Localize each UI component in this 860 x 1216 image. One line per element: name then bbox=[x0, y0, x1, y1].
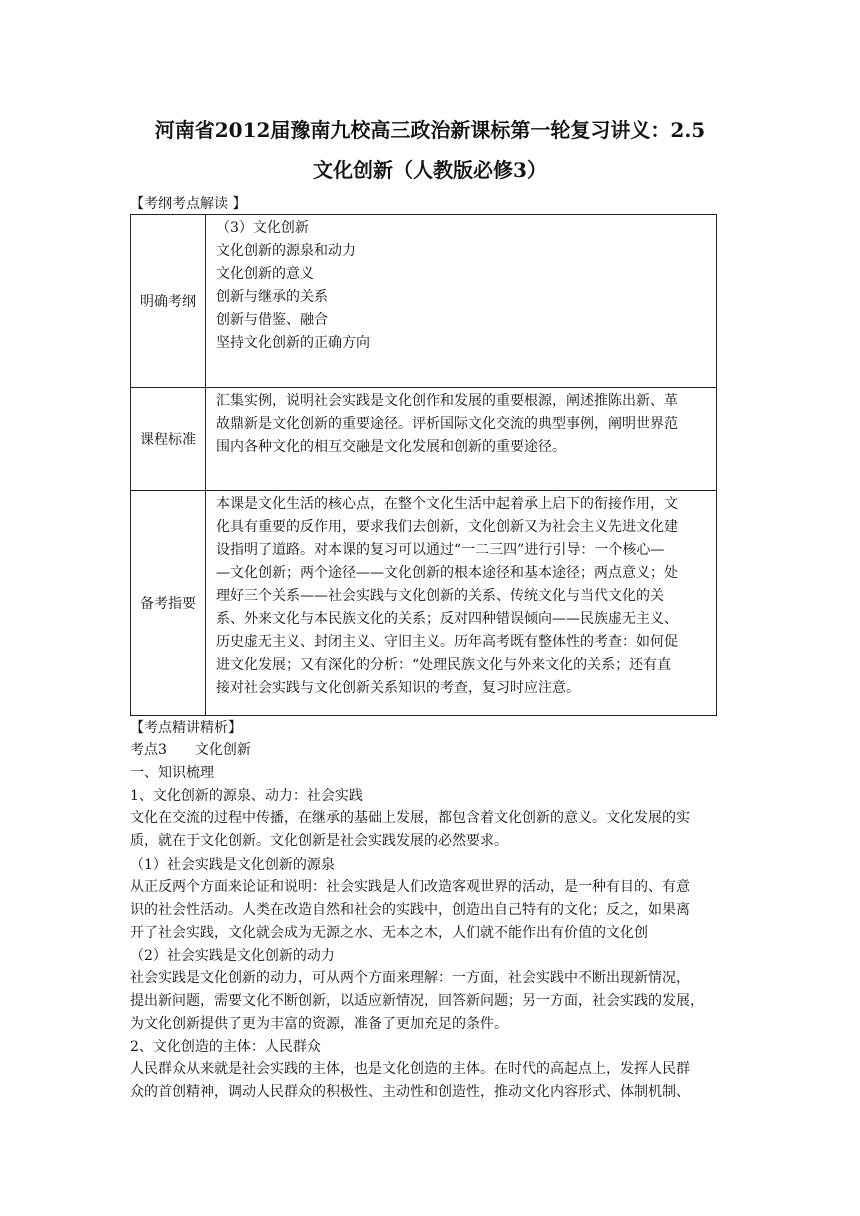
paragraph-line: 质，就在于文化创新。文化创新是社会实践发展的必然要求。 bbox=[130, 833, 508, 849]
paragraph-line: 识的社会性活动。人类在改造自然和社会的实践中，创造出自己特有的文化；反之，如果离 bbox=[130, 902, 690, 918]
content-line: 接对社会实践与文化创新关系知识的考查，复习时应注意。 bbox=[216, 680, 580, 696]
kaodian-heading: 考点3 文化创新 bbox=[130, 742, 251, 758]
content-line: 理好三个关系——社会实践与文化创新的关系、传统文化与当代文化的关 bbox=[216, 588, 664, 604]
content-line: 系、外来文化与本民族文化的关系；反对四种错误倾向——民族虚无主义、 bbox=[216, 611, 678, 627]
content-line: —文化创新；两个途径——文化创新的根本途径和基本途径；两点意义；处 bbox=[216, 565, 678, 581]
content-line: 设指明了道路。对本课的复习可以通过“一二三四”进行引导：一个核心— bbox=[216, 542, 665, 558]
section-heading-syllabus: 【考纲考点解读 】 bbox=[130, 196, 247, 212]
row-content bbox=[206, 388, 717, 491]
content-line: 汇集实例，说明社会实践是文化创作和发展的重要根源，阐述推陈出新、革 bbox=[216, 393, 678, 409]
content-line: 本课是文化生活的核心点，在整个文化生活中起着承上启下的衔接作用，文 bbox=[216, 496, 678, 512]
row-label: 课程标准 bbox=[131, 388, 206, 491]
row-content bbox=[206, 491, 717, 716]
table-row bbox=[131, 491, 717, 716]
section-heading-analysis: 【考点精讲精析】 bbox=[130, 720, 242, 736]
heading-1: 1、文化创新的源泉、动力：社会实践 bbox=[130, 788, 363, 804]
row-label: 备考指要 bbox=[131, 491, 206, 716]
paragraph-line: 从正反两个方面来论证和说明：社会实践是人们改造客观世界的活动，是一种有目的、有意 bbox=[130, 879, 690, 895]
table-row bbox=[131, 388, 717, 491]
content-line: 故鼎新是文化创新的重要途径。评析国际文化交流的典型事例，阐明世界范 bbox=[216, 416, 678, 432]
row-content bbox=[206, 215, 717, 388]
document-title-line-2: 文化创新（人教版必修3） bbox=[313, 158, 547, 182]
content-line: 创新与借鉴、融合 bbox=[216, 312, 328, 328]
paragraph-line: 人民群众从来就是社会实践的主体，也是文化创造的主体。在时代的高起点上，发挥人民群 bbox=[130, 1061, 690, 1077]
paragraph bbox=[130, 807, 730, 853]
content-line: 历史虚无主义、封闭主义、守旧主义。历年高考既有整体性的考查：如何促 bbox=[216, 634, 678, 650]
content-line: 创新与继承的关系 bbox=[216, 289, 328, 305]
subheading-knowledge: 一、知识梳理 bbox=[130, 765, 214, 781]
content-line: 化具有重要的反作用，要求我们去创新，文化创新又为社会主义先进文化建 bbox=[216, 519, 678, 535]
paragraph bbox=[130, 1058, 730, 1104]
content-line: 文化创新的意义 bbox=[216, 266, 314, 282]
syllabus-table bbox=[130, 214, 717, 716]
paragraph-line: 为文化创新提供了更为丰富的资源，准备了更加充足的条件。 bbox=[130, 1016, 508, 1032]
heading-1-1: （1）社会实践是文化创新的源泉 bbox=[130, 857, 335, 873]
paragraph-line: 提出新问题，需要文化不断创新，以适应新情况，回答新问题；另一方面，社会实践的发展， bbox=[130, 993, 704, 1009]
paragraph bbox=[130, 967, 730, 1036]
row-label: 明确考纲 bbox=[131, 215, 206, 388]
content-line: （3）文化创新 bbox=[216, 220, 309, 236]
document-title-line-1: 河南省2012届豫南九校高三政治新课标第一轮复习讲义：2.5 bbox=[154, 118, 706, 142]
heading-1-2: （2）社会实践是文化创新的动力 bbox=[130, 948, 335, 964]
content-line: 文化创新的源泉和动力 bbox=[216, 243, 356, 259]
content-line: 坚持文化创新的正确方向 bbox=[216, 335, 370, 351]
paragraph-line: 社会实践是文化创新的动力，可从两个方面来理解：一方面，社会实践中不断出现新情况， bbox=[130, 970, 690, 986]
content-line: 进文化发展；又有深化的分析：“处理民族文化与外来文化的关系；还有直 bbox=[216, 657, 672, 673]
table-row bbox=[131, 215, 717, 388]
paragraph-line: 文化在交流的过程中传播，在继承的基础上发展，都包含着文化创新的意义。文化发展的实 bbox=[130, 810, 690, 826]
paragraph-line: 众的首创精神，调动人民群众的积极性、主动性和创造性，推动文化内容形式、体制机制、 bbox=[130, 1084, 690, 1100]
paragraph-line: 开了社会实践，文化就会成为无源之水、无本之木，人们就不能作出有价值的文化创 bbox=[130, 925, 648, 941]
content-line: 围内各种文化的相互交融是文化发展和创新的重要途径。 bbox=[216, 439, 566, 455]
paragraph bbox=[130, 876, 730, 945]
heading-2: 2、文化创造的主体：人民群众 bbox=[130, 1039, 321, 1055]
